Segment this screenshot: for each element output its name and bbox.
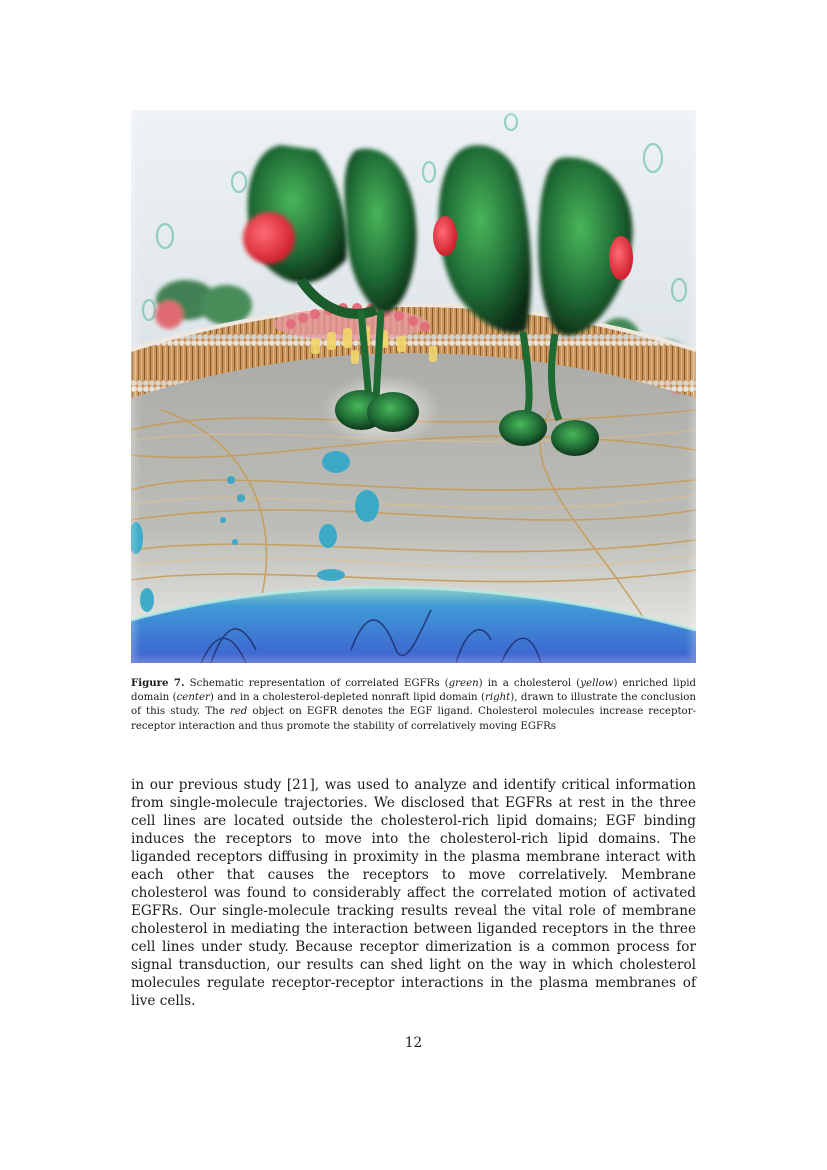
caption-text: ) and in a cholesterol-depleted nonraft lipid domain (: [209, 692, 485, 704]
figure-7-illustration: [131, 110, 696, 663]
caption-italic-green: green: [448, 678, 479, 689]
caption-italic-right: right: [484, 692, 511, 704]
page-number: 12: [404, 1035, 423, 1051]
body-paragraph: in our previous study [21], was used to analyze and identify critical information from single-molecule trajectories. We disclosed that EGFRs at rest in the three cell lines are located outside the cholesterol-rich lipid domains; EGF binding induces the receptors to move into the cholesterol-rich lipid domains. The liganded receptors diffusing in proximity in the plasma membrane interact with each other that causes the receptors to move correlatively. Membrane cholesterol was found to considerably affect the correlated motion of activated EGFRs. Our single-molecule tracking results reveal the vital role of membrane cholesterol in mediating the interaction between liganded receptors in the three cell lines under study. Because receptor dimerization is a common process for signal transduction, our results can shed light on the way in which cholesterol molecules regulate receptor-receptor interactions in the plasma membranes of live cells.: [131, 776, 696, 1009]
egfr-membrane-schematic: [131, 110, 696, 663]
caption-italic-red: red: [229, 706, 248, 718]
caption-text: ) in a cholesterol (: [478, 678, 581, 689]
figure-label: Figure 7.: [131, 677, 185, 689]
figure-caption: [131, 676, 696, 734]
caption-text: Schematic representation of correlated EGFRs (: [184, 678, 449, 689]
caption-italic-center: center: [176, 692, 210, 704]
caption-text: ), drawn to illustrate the conclusion of this study. The: [131, 692, 696, 718]
caption-text: ) enriched lipid domain (: [131, 678, 696, 704]
caption-text: object on EGFR denotes the EGF ligand. Cholesterol molecules increase receptor-receptor interaction and thus promote the stability of correlatively moving EGFRs: [131, 706, 697, 732]
caption-italic-yellow: yellow: [580, 678, 614, 689]
